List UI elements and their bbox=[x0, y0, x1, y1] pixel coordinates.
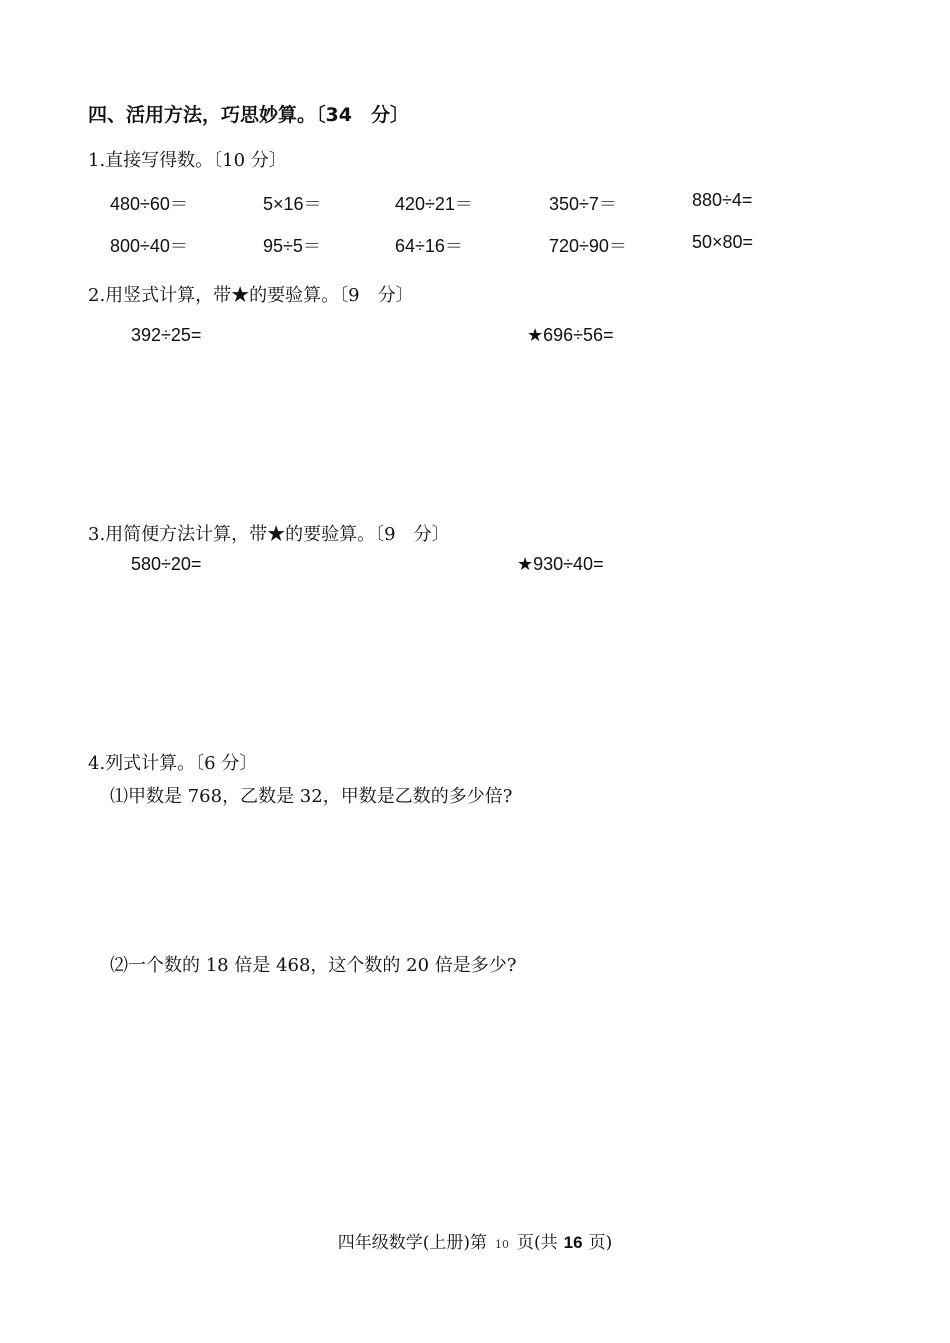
q2-heading: 2.用竖式计算，带★的要验算。〔9 分〕 bbox=[88, 285, 414, 306]
q1-item: 64÷16＝ bbox=[395, 236, 463, 256]
q1-item: 50×80= bbox=[692, 232, 754, 252]
q1-item: 350÷7＝ bbox=[549, 194, 617, 214]
q4-sub-question-2: ⑵一个数的 18 倍是 468，这个数的 20 倍是多少? bbox=[110, 955, 517, 976]
q4-heading: 4.列式计算。〔6 分〕 bbox=[88, 753, 258, 774]
q2-item-starred: ★696÷56= bbox=[527, 325, 614, 345]
footer-mid: 页(共 bbox=[517, 1233, 558, 1253]
footer-prefix: 四年级数学(上册)第 bbox=[337, 1233, 488, 1253]
page-footer bbox=[0, 1228, 950, 1253]
footer-page-number: 10 bbox=[495, 1238, 510, 1251]
q1-heading: 1.直接写得数。〔10 分〕 bbox=[88, 150, 287, 171]
q3-item: 580÷20= bbox=[131, 554, 202, 574]
q3-item-starred: ★930÷40= bbox=[517, 554, 604, 574]
q1-item: 95÷5＝ bbox=[263, 236, 321, 256]
q4-sub-question-1: ⑴甲数是 768，乙数是 32，甲数是乙数的多少倍? bbox=[110, 786, 513, 807]
q1-item: 420÷21＝ bbox=[395, 194, 473, 214]
footer-total-pages: 16 bbox=[563, 1233, 583, 1252]
q2-item: 392÷25= bbox=[131, 325, 202, 345]
footer-suffix: 页) bbox=[588, 1233, 613, 1253]
section-title: 四、活用方法，巧思妙算。〔34 分〕 bbox=[88, 104, 409, 126]
q1-item: 720÷90＝ bbox=[549, 236, 627, 256]
q1-item: 880÷4= bbox=[692, 190, 753, 210]
q1-item: 5×16＝ bbox=[263, 194, 322, 214]
q1-item: 480÷60＝ bbox=[110, 194, 188, 214]
q3-heading: 3.用简便方法计算，带★的要验算。〔9 分〕 bbox=[88, 524, 450, 545]
q1-item: 800÷40＝ bbox=[110, 236, 188, 256]
